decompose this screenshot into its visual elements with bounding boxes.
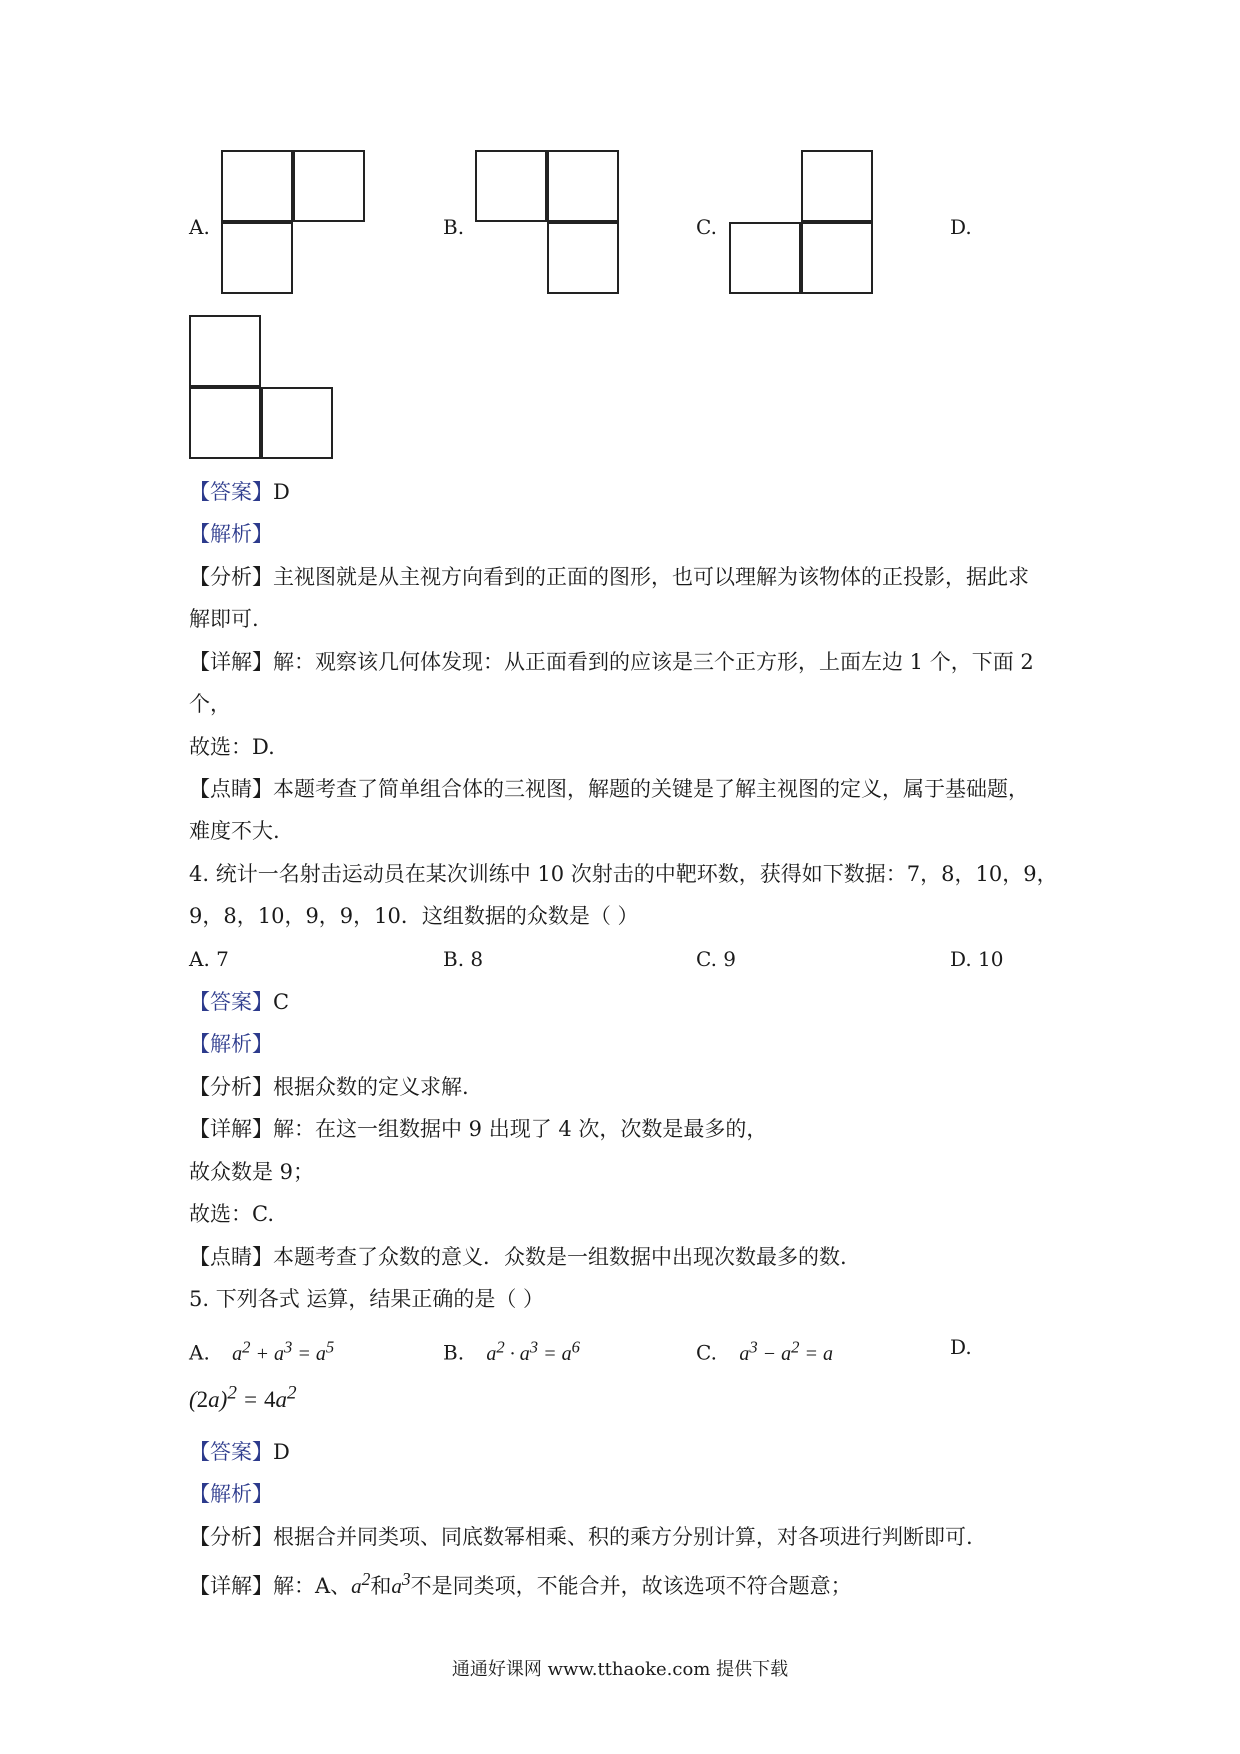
q4-jiexi (189, 1029, 273, 1059)
dianjing-tag: 【点睛】 (189, 777, 273, 801)
fenxi-text: 根据合并同类项、同底数幂相乘、积的乘方分别计算，对各项进行判断即可. (273, 1525, 973, 1549)
fenxi-text: 根据众数的定义求解. (273, 1075, 469, 1099)
answer-value: C (273, 990, 290, 1014)
q5-option-b (443, 1333, 580, 1368)
q4-answer (189, 987, 289, 1017)
option-label: C. (696, 1340, 717, 1365)
term-a3: $a^3$ (391, 1569, 411, 1598)
q5-answer (189, 1437, 290, 1467)
answer-tag: 【答案】 (189, 480, 273, 504)
q3-dianjing-line2: 难度不大. (189, 819, 280, 843)
q5-fenxi (189, 1522, 973, 1552)
formula-b: $a^2 \cdot a^3 = a^6$ (486, 1337, 580, 1365)
q4-option-a: A. 7 (189, 947, 229, 971)
q5-stem: 5. 下列各式 运算，结果正确的是（ ） (189, 1287, 545, 1311)
q3-option-b-figure (475, 150, 623, 298)
q3-option-a-label: A. (189, 215, 210, 239)
q5-option-a (189, 1333, 334, 1368)
xiangjie-post: 不是同类项，不能合并，故该选项不符合题意； (410, 1574, 852, 1598)
q3-answer (189, 477, 290, 507)
dianjing-text: 本题考查了众数的意义．众数是一组数据中出现次数最多的数. (273, 1245, 847, 1269)
q3-xiangjie-line1 (189, 647, 1034, 677)
q3-option-b-label: B. (443, 215, 465, 239)
q4-guxuan: 故选：C. (189, 1202, 274, 1226)
figure-square (189, 315, 261, 387)
answer-value: D (273, 480, 290, 504)
term-a2: $a^2$ (351, 1569, 371, 1598)
figure-square (801, 222, 873, 294)
q5-option-d: D. (950, 1335, 972, 1359)
fenxi-tag: 【分析】 (189, 1075, 273, 1099)
figure-square (547, 150, 619, 222)
xiangjie-tag: 【详解】 (189, 1574, 273, 1598)
q4-stem-line2: 9，8，10，9，9，10．这组数据的众数是（ ） (189, 904, 639, 928)
dianjing-text: 本题考查了简单组合体的三视图，解题的关键是了解主视图的定义，属于基础题， (273, 777, 1029, 801)
q3-fenxi-line2: 解即可. (189, 607, 259, 631)
figure-square (261, 387, 333, 459)
q4-option-b: B. 8 (443, 947, 484, 971)
xiangjie-tag: 【详解】 (189, 650, 273, 674)
answer-tag: 【答案】 (189, 1440, 273, 1464)
formula-d: $(2a)^2 = 4a^2$ (189, 1382, 297, 1412)
jiexi-tag: 【解析】 (189, 522, 273, 546)
dianjing-tag: 【点睛】 (189, 1245, 273, 1269)
figure-square (221, 222, 293, 294)
q3-guxuan: 故选：D. (189, 735, 275, 759)
q3-option-d-figure (189, 315, 337, 463)
q4-xiangjie-line2: 故众数是 9； (189, 1160, 315, 1184)
xiangjie-and: 和 (370, 1574, 392, 1598)
xiangjie-text: 解：观察该几何体发现：从正面看到的应该是三个正方形，上面左边 1 个，下面 2 (273, 650, 1034, 674)
xiangjie-pre: 解：A、 (273, 1574, 352, 1598)
q4-option-d: D. 10 (950, 947, 1004, 971)
q4-option-c: C. 9 (696, 947, 737, 971)
q5-option-c (696, 1333, 833, 1368)
q4-xiangjie-line1 (189, 1114, 767, 1144)
xiangjie-tag: 【详解】 (189, 1117, 273, 1141)
answer-value: D (273, 1440, 290, 1464)
xiangjie-text: 解：在这一组数据中 9 出现了 4 次，次数是最多的， (273, 1117, 768, 1141)
figure-square (547, 222, 619, 294)
q3-fenxi-line1 (189, 562, 1029, 592)
jiexi-tag: 【解析】 (189, 1032, 273, 1056)
fenxi-tag: 【分析】 (189, 565, 273, 589)
jiexi-tag: 【解析】 (189, 1482, 273, 1506)
q3-jiexi (189, 519, 273, 549)
formula-a: $a^2 + a^3 = a^5$ (232, 1337, 335, 1365)
q3-xiangjie-line2: 个， (189, 692, 231, 716)
q3-option-c-figure (729, 150, 877, 298)
figure-square (293, 150, 365, 222)
answer-tag: 【答案】 (189, 990, 273, 1014)
q4-stem-line1: 4. 统计一名射击运动员在某次训练中 10 次射击的中靶环数，获得如下数据：7，8，10，9， (189, 862, 1058, 886)
q3-option-c-label: C. (696, 215, 717, 239)
page-footer: 通通好课网 www.tthaoke.com 提供下载 (451, 1659, 789, 1680)
q3-option-a-figure (221, 150, 369, 298)
q5-jiexi (189, 1479, 273, 1509)
figure-square (221, 150, 293, 222)
figure-square (801, 150, 873, 222)
figure-square (189, 387, 261, 459)
figure-square (475, 150, 547, 222)
figure-square (729, 222, 801, 294)
fenxi-tag: 【分析】 (189, 1525, 273, 1549)
q5-xiangjie (189, 1564, 852, 1601)
q4-dianjing (189, 1242, 847, 1272)
formula-c: $a^3 - a^2 = a$ (739, 1337, 833, 1365)
fenxi-text: 主视图就是从主视方向看到的正面的图形，也可以理解为该物体的正投影，据此求 (273, 565, 1029, 589)
q4-fenxi (189, 1072, 469, 1102)
option-label: A. (189, 1340, 210, 1365)
q3-dianjing-line1 (189, 774, 1029, 804)
option-label: B. (443, 1340, 465, 1365)
q3-option-d-label: D. (950, 215, 972, 239)
